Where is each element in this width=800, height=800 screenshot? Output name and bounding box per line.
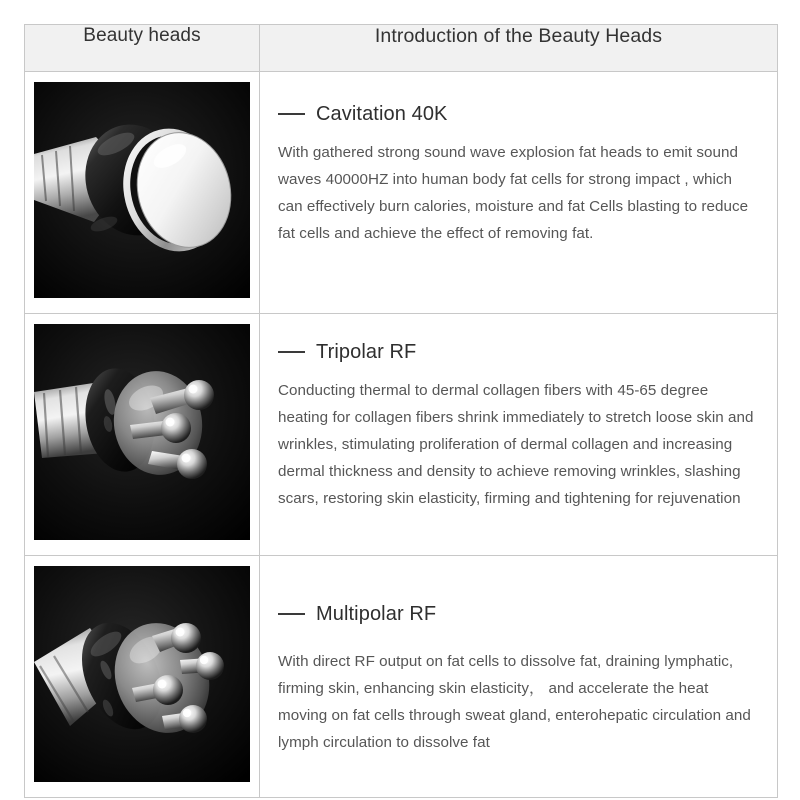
item-description: Conducting thermal to dermal collagen fibers with 45-65 degree heating for collagen fibers shrink immediately to stretch loose skin and wrinkles, stimulating proliferation of dermal collagen and increasing dermal thickness and density to achieve removing wrinkles, slashing scars, restoring skin elasticity, firming and tightening for rejuvenation — [278, 382, 754, 507]
item-title-text: Multipolar RF — [316, 603, 437, 625]
item-title — [278, 340, 757, 364]
title-dash-icon — [278, 113, 305, 115]
table-row — [25, 314, 778, 556]
beauty-head-image-cell — [25, 314, 260, 556]
tripolar-rf-handle-photo — [34, 324, 250, 540]
beauty-heads-table — [24, 24, 778, 798]
beauty-head-description-cell — [260, 556, 778, 798]
beauty-head-description-cell — [260, 72, 778, 314]
item-title-text: Cavitation 40K — [316, 103, 448, 125]
table-body — [25, 72, 778, 798]
beauty-head-image-cell — [25, 556, 260, 798]
beauty-head-image-cell — [25, 72, 260, 314]
item-title-text: Tripolar RF — [316, 341, 417, 363]
cavitation-40k-handle-photo — [34, 82, 250, 298]
multipolar-rf-handle-photo — [34, 566, 250, 782]
column-header-beauty-heads: Beauty heads — [25, 25, 260, 72]
item-title — [278, 602, 757, 626]
item-description: With direct RF output on fat cells to dissolve fat, draining lymphatic, firming skin, enhancing skin elasticity， and accelerate the heat moving on fat cells through sweat gland, enterohepatic circulation and lymph circulation to dissolve fat — [278, 653, 751, 751]
item-title — [278, 102, 757, 126]
table-row — [25, 72, 778, 314]
title-dash-icon — [278, 613, 305, 615]
beauty-head-description-cell — [260, 314, 778, 556]
table-header — [25, 25, 778, 72]
table-header-row — [25, 25, 778, 72]
table-row — [25, 556, 778, 798]
item-description: With gathered strong sound wave explosion fat heads to emit sound waves 40000HZ into human body fat cells for strong impact , which can effectively burn calories, moisture and fat Cells blasting to reduce fat cells and achieve the effect of removing fat. — [278, 144, 749, 242]
title-dash-icon — [278, 351, 305, 353]
column-header-introduction: Introduction of the Beauty Heads — [260, 25, 778, 72]
